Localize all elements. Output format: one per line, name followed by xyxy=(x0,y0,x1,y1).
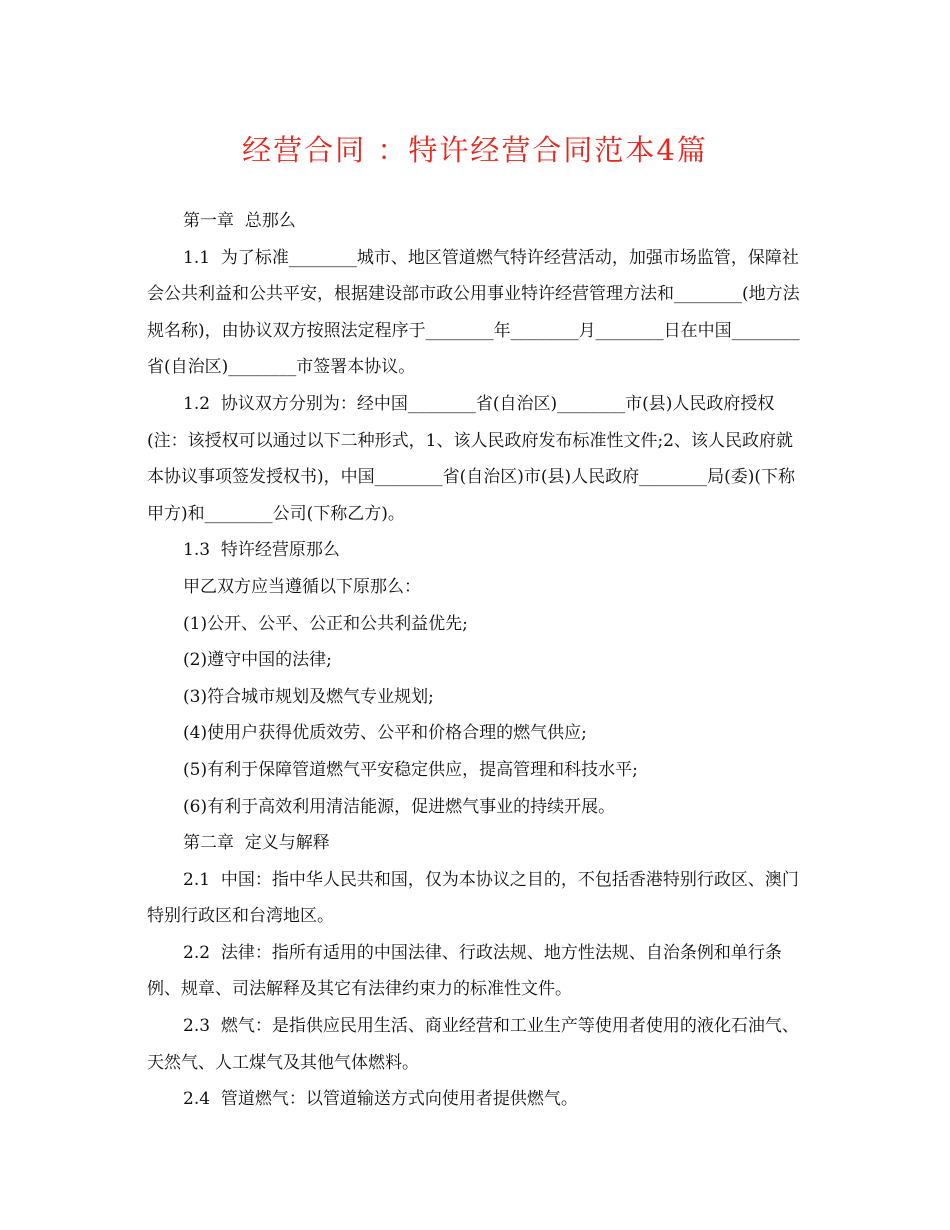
principle-item: (2)遵守中国的法律; xyxy=(183,650,332,671)
document-body xyxy=(147,203,807,1118)
principle-item: (6)有利于高效利用清洁能源，促进燃气事业的持续开展。 xyxy=(183,796,616,817)
chapter-2-heading: 第二章 定义与解释 xyxy=(183,833,330,854)
principle-item: (1)公开、公平、公正和公共利益优先; xyxy=(183,613,468,634)
principle-item: (3)符合城市规划及燃气专业规划; xyxy=(183,686,434,707)
chapter-1-heading: 第一章 总那么 xyxy=(183,211,296,231)
principles-intro: 甲乙双方应当遵循以下原那么： xyxy=(183,576,421,597)
principle-item: (4)使用户获得优质效劳、公平和价格合理的燃气供应; xyxy=(183,723,587,744)
clause-1-2: 1.2 协议双方分别为：经中国________省(自治区)________市(县)人民政府授权(注：该授权可以通过以下二种形式，1、该人民政府发布标准性文件;2、该人民政府就本协议事项签发授权书)，中国________省(自治区)市(县)人民政府________局(委)(下称甲方)和________公司(下称乙方)。 xyxy=(147,393,796,524)
clause-2-4: 2.4 管道燃气：以管道输送方式向使用者提供燃气。 xyxy=(183,1089,578,1110)
clause-1-3-heading: 1.3 特许经营原那么 xyxy=(183,540,340,561)
principle-item: (5)有利于保障管道燃气平安稳定供应，提高管理和科技水平; xyxy=(183,759,638,780)
clause-2-1: 2.1 中国：指中华人民共和国，仅为本协议之目的，不包括香港特别行政区、澳门特别行政区和台湾地区。 xyxy=(147,869,799,927)
clause-2-3: 2.3 燃气：是指供应民用生活、商业经营和工业生产等使用者使用的液化石油气、天然气、人工煤气及其他气体燃料。 xyxy=(147,1016,799,1073)
document-title: 经营合同 ：特许经营合同范本4篇 xyxy=(242,133,708,167)
clause-1-1: 1.1 为了标准________城市、地区管道燃气特许经营活动，加强市场监管，保障社会公共利益和公共平安，根据建设部市政公用事业特许经营管理方法和________(地方法规名称)，由协议双方按照法定程序于________年________月________日在中国________省(自治区)________市签署本协议。 xyxy=(147,247,800,378)
clause-2-2: 2.2 法律：指所有适用的中国法律、行政法规、地方性法规、自治条例和单行条例、规章、司法解释及其它有法律约束力的标准性文件。 xyxy=(147,942,782,1000)
